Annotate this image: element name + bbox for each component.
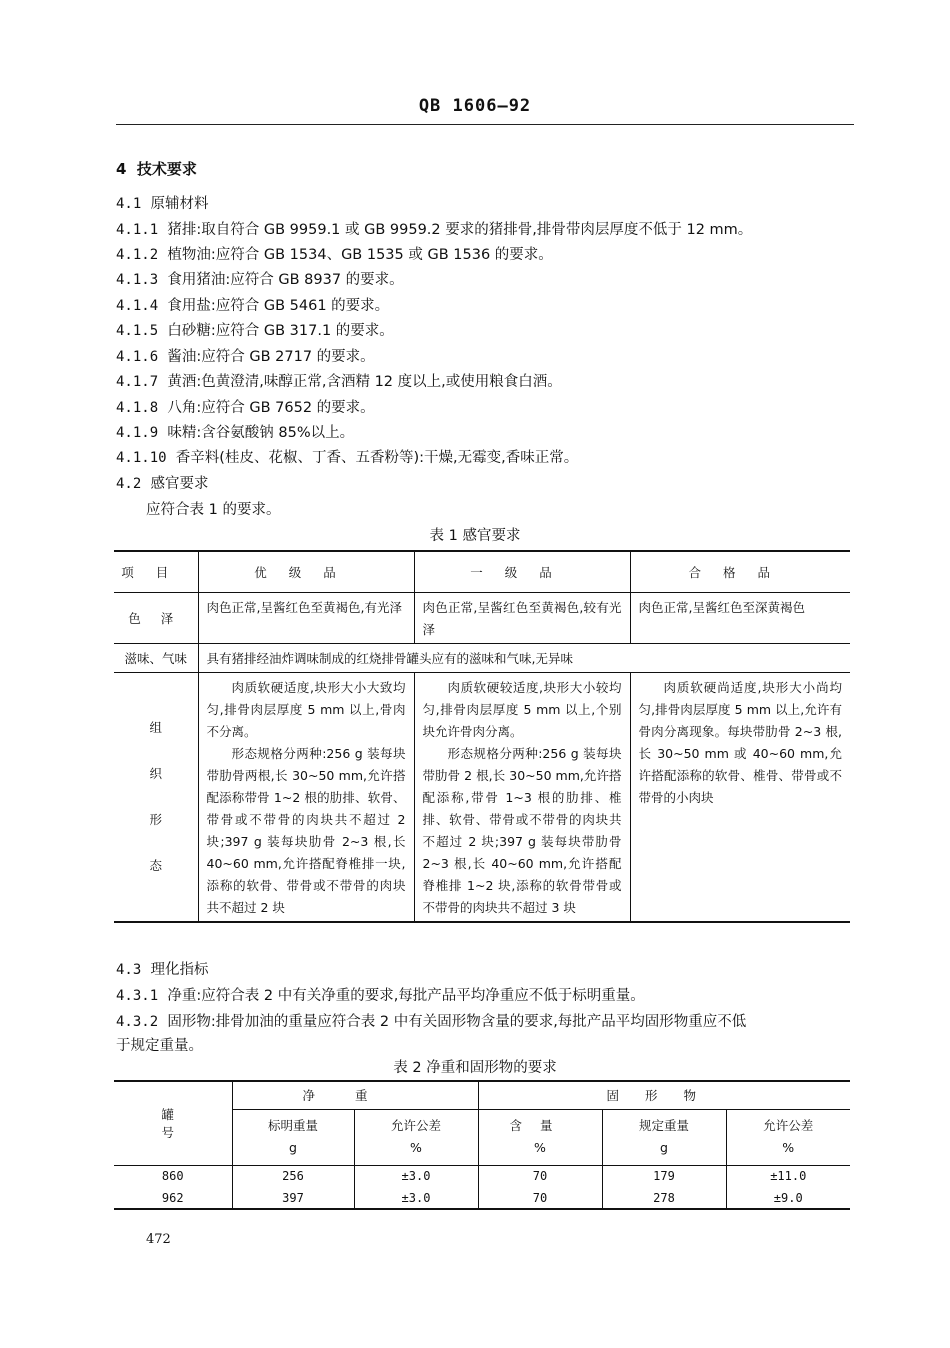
list-item xyxy=(116,218,752,239)
list-item xyxy=(116,268,404,289)
label-char: 织 xyxy=(149,766,162,781)
cell: 肉色正常,呈酱红色至深黄褐色 xyxy=(630,593,850,644)
list-item xyxy=(116,243,553,264)
item-text: 白砂糖:应符合 GB 317.1 的要求。 xyxy=(167,323,394,339)
item-text: 植物油:应符合 GB 1534、GB 1535 或 GB 1536 的要求。 xyxy=(167,247,553,263)
subsection-number: 4.1 xyxy=(116,196,142,212)
list-item xyxy=(116,396,375,417)
subheader xyxy=(726,1109,850,1165)
table-header-row xyxy=(114,551,850,593)
label-char: 态 xyxy=(149,858,162,873)
paragraph-4-3-2 xyxy=(116,1010,746,1031)
cell-net-tolerance: ±3.0 xyxy=(354,1187,478,1209)
item-number: 4.1.1 xyxy=(116,222,159,238)
subsection-title: 理化指标 xyxy=(150,962,209,978)
header-net-weight: 净重 xyxy=(232,1081,478,1109)
cell-paragraph: 形态规格分两种:256 g 装每块带肋骨两根,长 30~50 mm,允许搭配添称带骨 1~2 根的肋排、软骨、带骨或不带骨的肉块共不超过 2 块;397 g 装每块肋骨 2~3 根,长 40~60 mm,允许搭配脊椎排一块,添称的软骨、带骨或不带骨的肉块共不超过 2 块 xyxy=(206,746,406,915)
header-can-number: 罐号 xyxy=(114,1081,232,1165)
subheader xyxy=(232,1109,354,1165)
header-premium: 优级品 xyxy=(198,551,414,593)
header-item: 项目 xyxy=(114,551,198,593)
row-label-taste: 滋味、气味 xyxy=(114,644,198,673)
table2-caption: 表 2 净重和固形物的要求 xyxy=(393,1060,557,1076)
item-number: 4.1.10 xyxy=(116,450,167,466)
table-row xyxy=(114,593,850,644)
list-item xyxy=(116,345,375,366)
table1-sensory-requirements xyxy=(114,550,850,923)
subsection-title: 原辅材料 xyxy=(150,196,209,212)
header-qualified: 合格品 xyxy=(630,551,850,593)
table1-caption: 表 1 感官要求 xyxy=(429,528,521,544)
cell xyxy=(630,673,850,923)
cell-solid-weight: 278 xyxy=(602,1187,726,1209)
row-label-texture xyxy=(114,673,198,923)
item-text: 净重:应符合表 2 中有关净重的要求,每批产品平均净重应不低于标明重量。 xyxy=(167,988,645,1004)
item-number: 4.1.3 xyxy=(116,272,159,288)
cell-net-tolerance: ±3.0 xyxy=(354,1165,478,1187)
cell-solid-content: 70 xyxy=(478,1187,602,1209)
cell: 具有猪排经油炸调味制成的红烧排骨罐头应有的滋味和气味,无异味 xyxy=(198,644,850,673)
list-item xyxy=(116,421,354,442)
header-solids: 固形物 xyxy=(478,1081,850,1109)
cell-solid-content: 70 xyxy=(478,1165,602,1187)
subsection-4-1 xyxy=(116,192,209,213)
table2-net-weight-solids xyxy=(114,1080,850,1210)
cell xyxy=(198,673,414,923)
subheader-name: 允许公差 xyxy=(763,1118,814,1133)
table-row xyxy=(114,1187,850,1209)
cell-paragraph: 肉质软硬尚适度,块形大小尚均匀,排骨肉层厚度 5 mm 以上,允许有骨肉分离现象。每块带肋骨 2~3 根,长 30~50 mm 或 40~60 mm,允许搭配添称的软骨、椎骨、带骨或不带骨的小肉块 xyxy=(638,680,842,805)
cell xyxy=(414,673,630,923)
paragraph-continuation: 于规定重量。 xyxy=(116,1038,203,1054)
label-char: 组 xyxy=(149,720,162,735)
page-number: 472 xyxy=(146,1232,171,1247)
list-item xyxy=(116,294,389,315)
item-text: 八角:应符合 GB 7652 的要求。 xyxy=(167,400,375,416)
cell-can: 860 xyxy=(114,1165,232,1187)
item-text: 香辛料(桂皮、花椒、丁香、五香粉等):干燥,无霉变,香味正常。 xyxy=(175,450,579,466)
item-number: 4.3.2 xyxy=(116,1014,159,1030)
subheader-name: 标明重量 xyxy=(267,1118,318,1133)
paragraph-4-3-1 xyxy=(116,984,645,1005)
section-heading xyxy=(116,158,197,179)
item-number: 4.1.8 xyxy=(116,400,159,416)
table-row xyxy=(114,1165,850,1187)
cell: 肉色正常,呈酱红色至黄褐色,较有光泽 xyxy=(414,593,630,644)
standard-code: QB 1606—92 xyxy=(418,96,532,116)
cell-solid-weight: 179 xyxy=(602,1165,726,1187)
item-text: 黄酒:色黄澄清,味醇正常,含酒精 12 度以上,或使用粮食白酒。 xyxy=(167,374,562,390)
subheader-unit: g xyxy=(289,1140,297,1155)
item-number: 4.1.6 xyxy=(116,349,159,365)
subsection-number: 4.3 xyxy=(116,962,142,978)
item-text: 食用盐:应符合 GB 5461 的要求。 xyxy=(167,298,390,314)
row-label-color: 色泽 xyxy=(114,593,198,644)
cell-paragraph: 肉质软硬较适度,块形大小较均匀,排骨肉层厚度 5 mm 以上,个别块允许骨肉分离。 xyxy=(422,680,622,739)
section-title: 技术要求 xyxy=(136,160,197,178)
subheader-unit: % xyxy=(534,1140,546,1155)
cell-solid-tolerance: ±9.0 xyxy=(726,1187,850,1209)
cell-solid-tolerance: ±11.0 xyxy=(726,1165,850,1187)
subsection-title: 感官要求 xyxy=(150,476,209,492)
item-number: 4.1.9 xyxy=(116,425,159,441)
subheader-name: 含量 xyxy=(509,1118,571,1133)
list-item xyxy=(116,370,562,391)
subheader xyxy=(602,1109,726,1165)
list-item xyxy=(116,446,578,467)
header-first-grade: 一级品 xyxy=(414,551,630,593)
item-text: 食用猪油:应符合 GB 8937 的要求。 xyxy=(167,272,404,288)
item-text: 味精:含谷氨酸钠 85%以上。 xyxy=(167,425,355,441)
cell-paragraph: 肉质软硬适度,块形大小大致均匀,排骨肉层厚度 5 mm 以上,骨肉不分离。 xyxy=(206,680,406,739)
item-number: 4.1.2 xyxy=(116,247,159,263)
subheader-name: 允许公差 xyxy=(390,1118,441,1133)
item-text: 酱油:应符合 GB 2717 的要求。 xyxy=(167,349,375,365)
item-text: 猪排:取自符合 GB 9959.1 或 GB 9959.2 要求的猪排骨,排骨带肉层厚度不低于 12 mm。 xyxy=(167,222,753,238)
header-rule xyxy=(116,124,854,125)
subsection-4-2 xyxy=(116,472,209,493)
item-text: 固形物:排骨加油的重量应符合表 2 中有关固形物含量的要求,每批产品平均固形物重应不低 xyxy=(167,1014,747,1030)
table-row xyxy=(114,644,850,673)
cell: 肉色正常,呈酱红色至黄褐色,有光泽 xyxy=(198,593,414,644)
table-row xyxy=(114,673,850,923)
paragraph: 应符合表 1 的要求。 xyxy=(146,502,281,518)
item-number: 4.1.7 xyxy=(116,374,159,390)
cell-net-weight: 256 xyxy=(232,1165,354,1187)
subheader-name: 规定重量 xyxy=(638,1118,689,1133)
subheader xyxy=(354,1109,478,1165)
subheader-unit: % xyxy=(782,1140,795,1155)
section-number: 4 xyxy=(116,160,127,178)
cell-paragraph: 形态规格分两种:256 g 装每块带肋骨 2 根,长 30~50 mm,允许搭配添称,带骨 1~3 根的肋排、椎排、软骨、带骨或不带骨的肉块共不超过 2 块;397 g 装每块带肋骨 2~3 根,长 40~60 mm,允许搭配脊椎排 1~2 块,添称的软骨带骨或不带骨的肉块共不超过 3 块 xyxy=(422,746,622,915)
item-number: 4.3.1 xyxy=(116,988,159,1004)
label-char: 形 xyxy=(149,812,162,827)
cell-net-weight: 397 xyxy=(232,1187,354,1209)
item-number: 4.1.5 xyxy=(116,323,159,339)
subheader-unit: g xyxy=(660,1140,668,1155)
list-item xyxy=(116,319,394,340)
subsection-number: 4.2 xyxy=(116,476,142,492)
subheader-unit: % xyxy=(410,1140,422,1155)
cell-can: 962 xyxy=(114,1187,232,1209)
item-number: 4.1.4 xyxy=(116,298,159,314)
table-header-row xyxy=(114,1081,850,1109)
subsection-4-3 xyxy=(116,958,209,979)
subheader xyxy=(478,1109,602,1165)
